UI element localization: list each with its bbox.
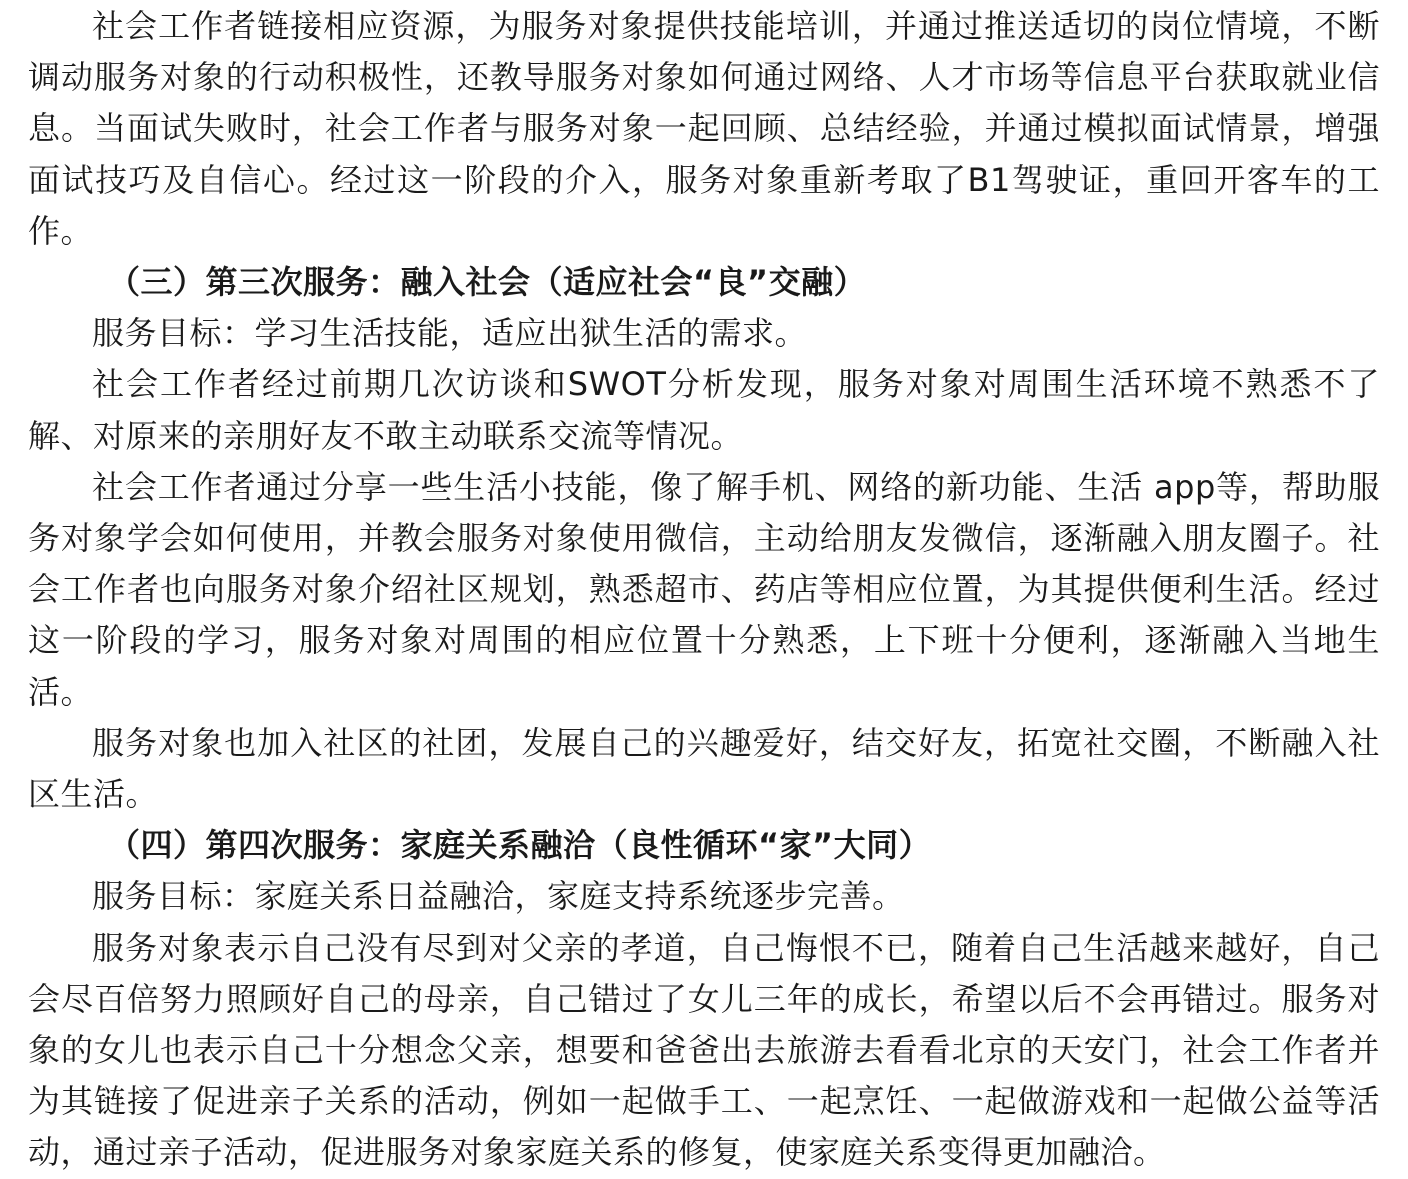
paragraph-service-goal-3: 服务目标：学习生活技能，适应出狱生活的需求。 [92, 314, 808, 353]
paragraph-life-skills: 社会工作者通过分享一些生活小技能，像了解手机、网络的新功能、生活 app等，帮助服务对象学会如何使用，并教会服务对象使用微信，主动给朋友发微信，逐渐融入朋友圈子。社会工作者也向服务对象介绍社区规划，熟悉超市、药店等相应位置，为其提供便利生活。经过这一阶段的学习，服务对象对周围的相应位置十分熟悉，上下班十分便利，逐渐融入当地生活。 [28, 467, 1380, 711]
section-heading-fourth-service: （四）第四次服务：家庭关系融洽（良性循环“家”大同） [108, 826, 932, 865]
paragraph-community-clubs: 服务对象也加入社区的社团，发展自己的兴趣爱好，结交好友，拓宽社交圈，不断融入社区生活。 [28, 723, 1380, 814]
paragraph-swot-findings: 社会工作者经过前期几次访谈和SWOT分析发现，服务对象对周围生活环境不熟悉不了解、对原来的亲朋好友不敢主动联系交流等情况。 [28, 365, 1380, 455]
section-heading-third-service: （三）第三次服务：融入社会（适应社会“良”交融） [108, 263, 867, 302]
paragraph-family-relations: 服务对象表示自己没有尽到对父亲的孝道，自己悔恨不已，随着自己生活越来越好，自己会尽百倍努力照顾好自己的母亲，自己错过了女儿三年的成长，希望以后不会再错过。服务对象的女儿也表示自己十分想念父亲，想要和爸爸出去旅游去看看北京的天安门，社会工作者并为其链接了促进亲子关系的活动，例如一起做手工、一起烹饪、一起做游戏和一起做公益等活动，通过亲子活动，促进服务对象家庭关系的修复，使家庭关系变得更加融洽。 [28, 928, 1380, 1172]
document-body [28, 1, 1380, 1179]
document-page [0, 1, 1408, 1172]
paragraph-resource-linking: 社会工作者链接相应资源，为服务对象提供技能培训，并通过推送适切的岗位情境，不断调动服务对象的行动积极性，还教导服务对象如何通过网络、人才市场等信息平台获取就业信息。当面试失败时，社会工作者与服务对象一起回顾、总结经验，并通过模拟面试情景，增强面试技巧及自信心。经过这一阶段的介入，服务对象重新考取了B1驾驶证，重回开客车的工作。 [28, 7, 1380, 250]
paragraph-service-goal-4: 服务目标：家庭关系日益融洽，家庭支持系统逐步完善。 [92, 877, 905, 916]
